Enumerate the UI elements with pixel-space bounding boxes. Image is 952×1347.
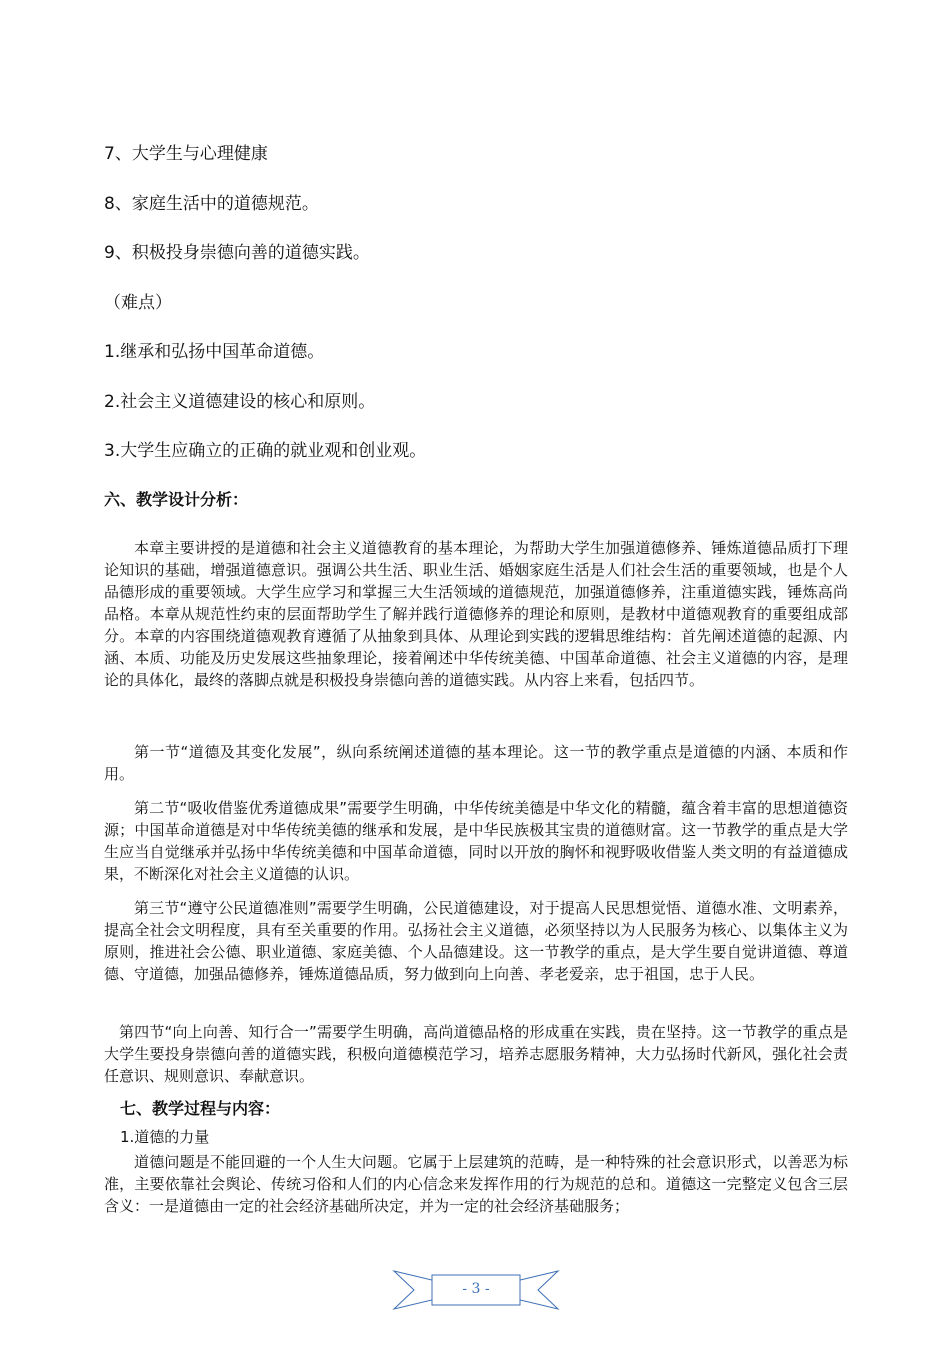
page-footer: [392, 1265, 560, 1315]
list-item: 9、积极投身崇德向善的道德实践。: [104, 243, 370, 263]
section-7-paragraph: 道德问题是不能回避的一个人生大问题。它属于上层建筑的范畴，是一种特殊的社会意识形式，以善恶为标准，主要依靠社会舆论、传统习俗和人们的内心信念来发挥作用的行为规范的总和。道德这一完整定义包含三层含义：一是道德由一定的社会经济基础所决定，并为一定的社会经济基础服务；: [104, 1153, 848, 1215]
list-item: 7、大学生与心理健康: [104, 144, 268, 164]
section-6-paragraph-2: 第一节“道德及其变化发展”，纵向系统阐述道德的基本理论。这一节的教学重点是道德的内涵、本质和作用。: [104, 743, 848, 783]
section-6-paragraph-4: 第三节“遵守公民道德准则”需要学生明确，公民道德建设，对于提高人民思想觉悟、道德水准、文明素养，提高全社会文明程度，具有至关重要的作用。弘扬社会主义道德，必须坚持以为人民服务为核心、以集体主义为原则，推进社会公德、职业道德、家庭美德、个人品德建设。这一节教学的重点，是大学生要自觉讲道德、尊道德、守道德，加强品德修养，锤炼道德品质，努力做到向上向善、孝老爱亲，忠于祖国，忠于人民。: [104, 899, 848, 983]
section-6-paragraph-5: 第四节“向上向善、知行合一”需要学生明确，高尚道德品格的形成重在实践，贵在坚持。这一节教学的重点是大学生要投身崇德向善的道德实践，积极向道德模范学习，培养志愿服务精神，大力弘扬时代新风，强化社会责任意识、规则意识、奉献意识。: [104, 1023, 848, 1085]
list-item: 3.大学生应确立的正确的就业观和创业观。: [104, 441, 427, 461]
section-7-heading: 七、教学过程与内容：: [120, 1099, 281, 1118]
page-number: - 3 -: [462, 1281, 490, 1297]
section-6-paragraph-3: 第二节“吸收借鉴优秀道德成果”需要学生明确，中华传统美德是中华文化的精髓，蕴含着丰富的思想道德资源；中国革命道德是对中华传统美德的继承和发展，是中华民族极其宝贵的道德财富。这一节教学的重点是大学生应当自觉继承并弘扬中华传统美德和中国革命道德，同时以开放的胸怀和视野吸收借鉴人类文明的有益道德成果，不断深化对社会主义道德的认识。: [104, 799, 848, 883]
list-item: 2.社会主义道德建设的核心和原则。: [104, 392, 376, 412]
section-6-paragraph-1: 本章主要讲授的是道德和社会主义道德教育的基本理论，为帮助大学生加强道德修养、锤炼道德品质打下理论知识的基础，增强道德意识。强调公共生活、职业生活、婚姻家庭生活是人们社会生活的重要领域，也是个人品德形成的重要领域。大学生应学习和掌握三大生活领域的道德规范，加强道德修养，注重道德实践，锤炼高尚品格。本章从规范性约束的层面帮助学生了解并践行道德修养的理论和原则，是教材中道德观教育的重要组成部分。本章的内容围绕道德观教育遵循了从抽象到具体、从理论到实践的逻辑思维结构：首先阐述道德的起源、内涵、本质、功能及历史发展这些抽象理论，接着阐述中华传统美德、中国革命道德、社会主义道德的内容，是理论的具体化，最终的落脚点就是积极投身崇德向善的道德实践。从内容上来看，包括四节。: [104, 539, 848, 689]
section-6-heading: 六、教学设计分析：: [104, 490, 249, 509]
difficulty-label: （难点）: [104, 293, 172, 313]
list-item: 1.继承和弘扬中国革命道德。: [104, 342, 325, 362]
section-7-subheading: 1.道德的力量: [120, 1128, 210, 1146]
list-item: 8、家庭生活中的道德规范。: [104, 194, 319, 214]
